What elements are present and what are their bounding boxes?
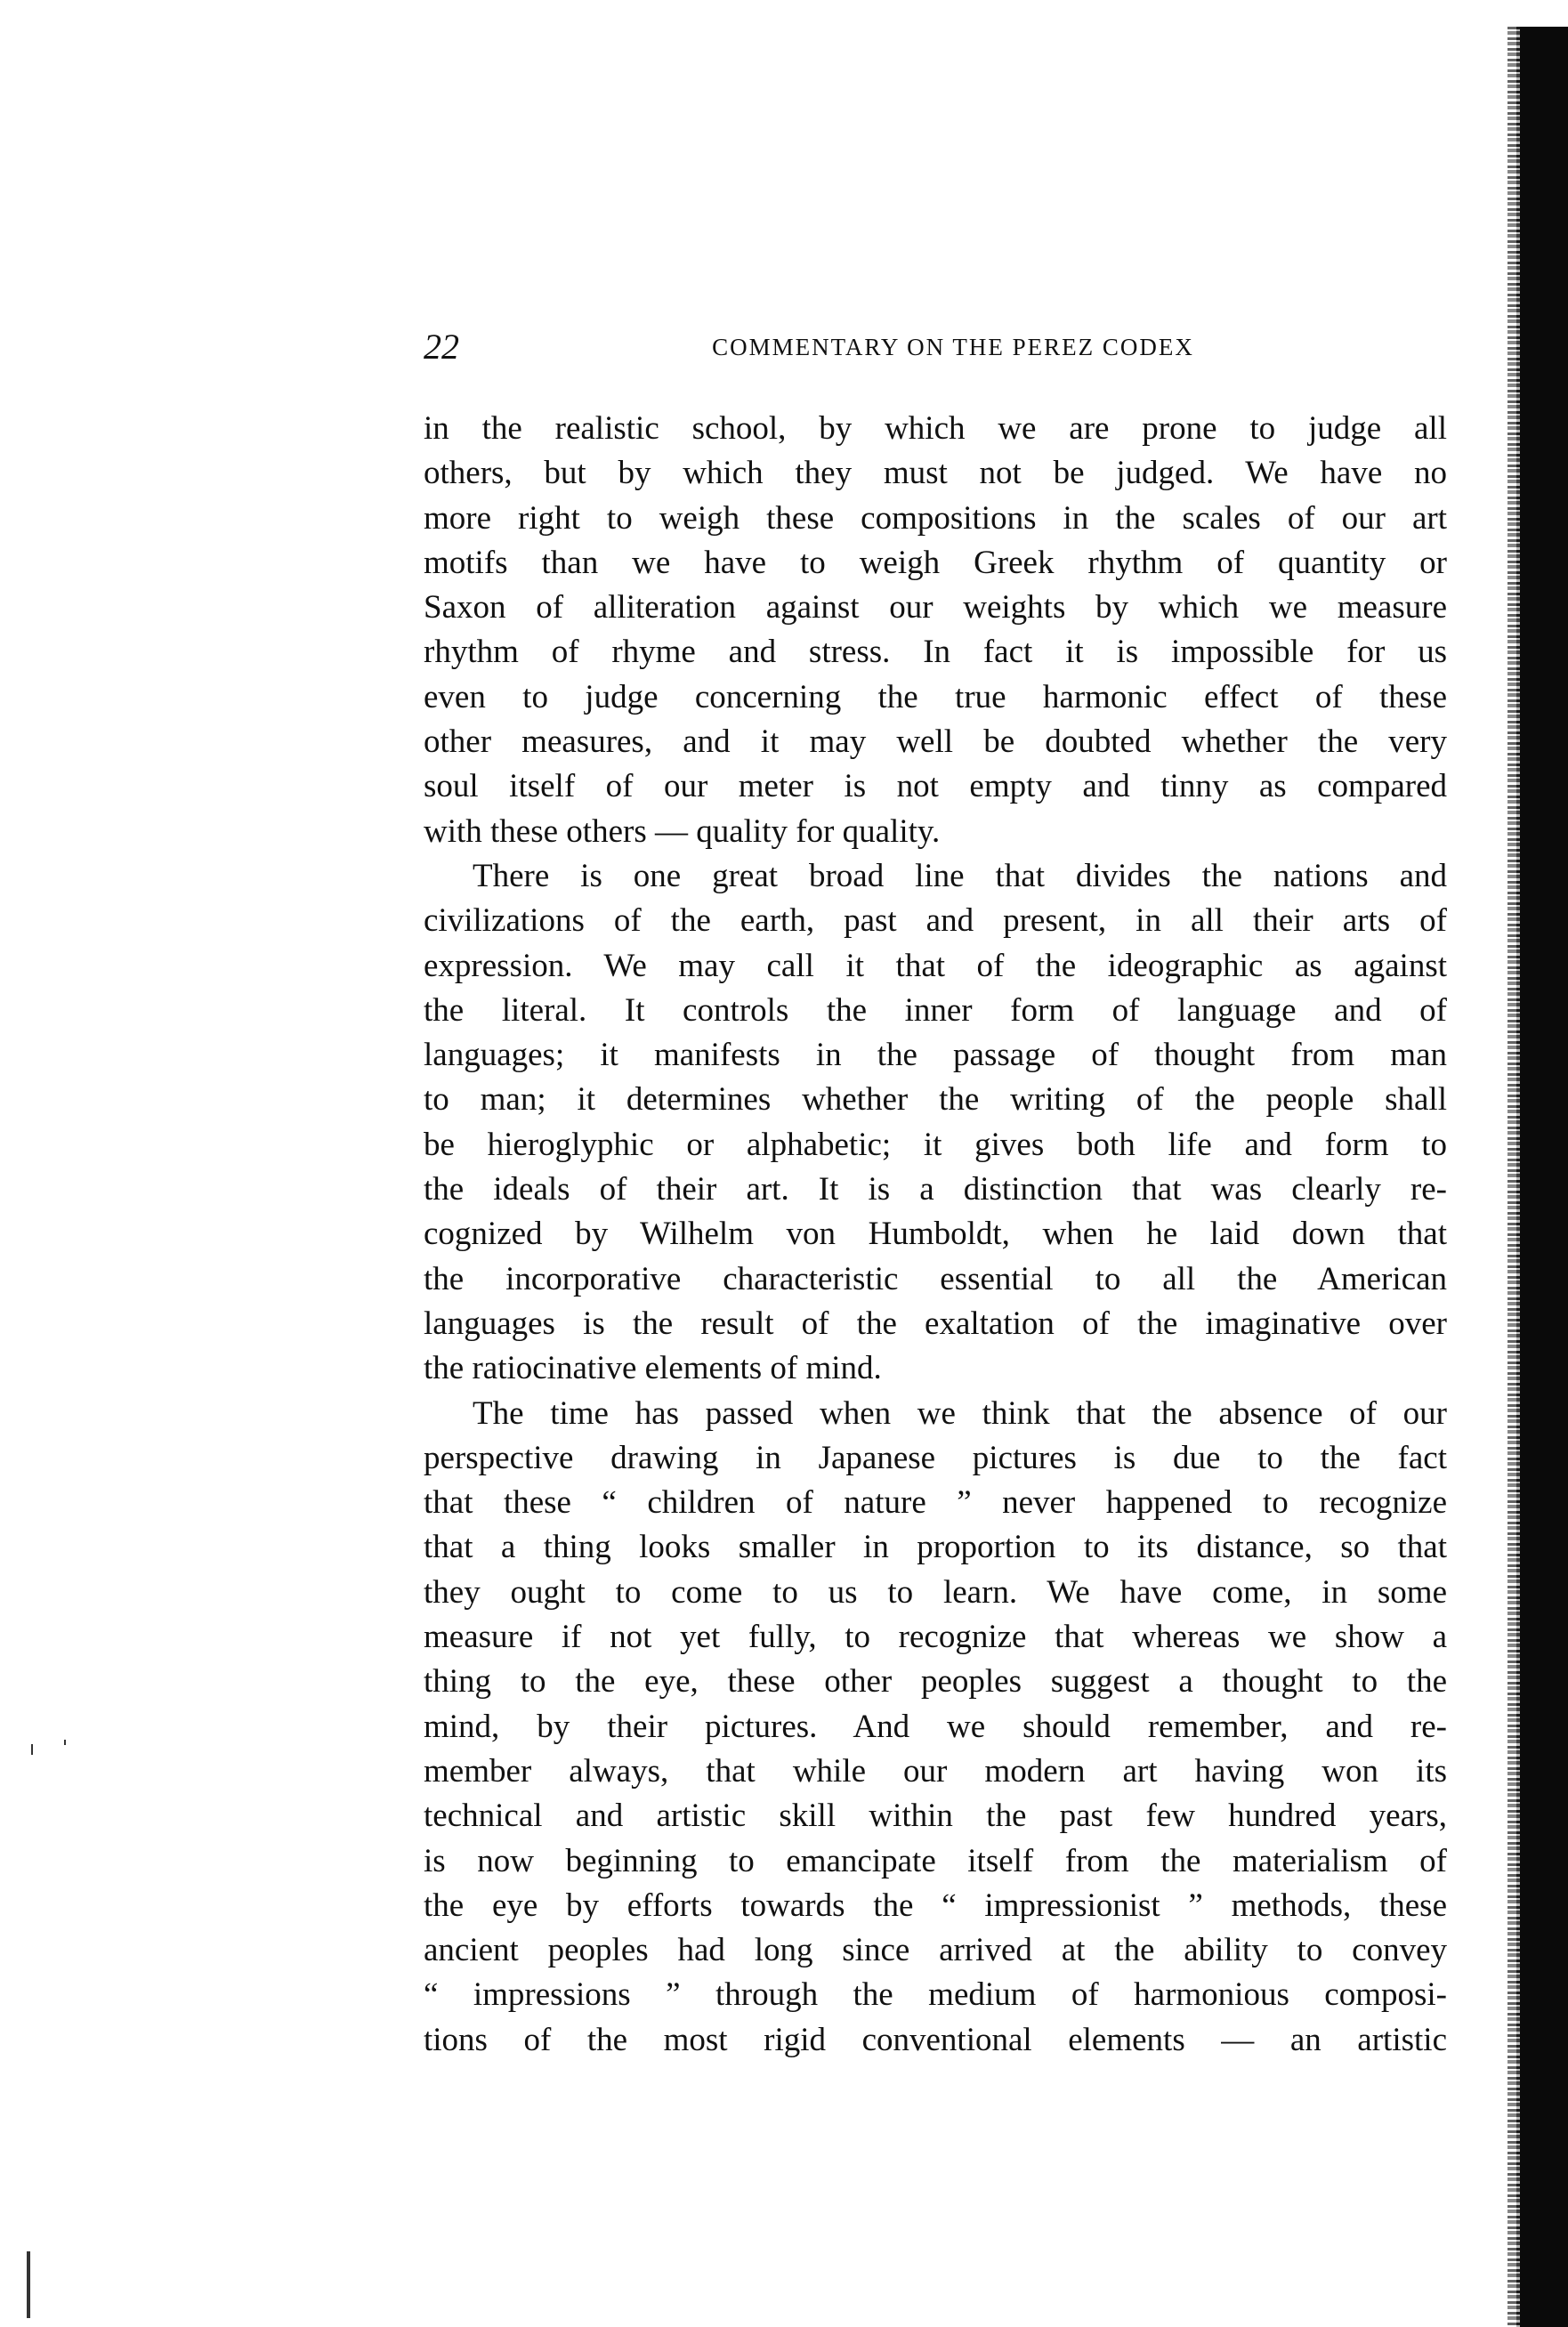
text-line: cognized by Wilhelm von Humboldt, when he laid down that xyxy=(424,1216,1447,1253)
text-line: technical and artistic skill within the past few hundred years, xyxy=(424,1798,1447,1835)
scan-mark xyxy=(27,2251,30,2318)
text-line: soul itself of our meter is not empty and tinny as compared xyxy=(424,768,1447,805)
text-line: more right to weigh these compositions in the scales of our art xyxy=(424,499,1447,537)
text-line: Saxon of alliteration against our weights by which we measure xyxy=(424,589,1447,626)
text-line: to man; it determines whether the writing of the people shall xyxy=(424,1081,1447,1119)
text-line: the ideals of their art. It is a distinction that was clearly re- xyxy=(424,1171,1447,1208)
text-line: perspective drawing in Japanese pictures is due to the fact xyxy=(424,1439,1447,1476)
text-line: the ratiocinative elements of mind. xyxy=(424,1350,882,1387)
text-line: with these others — quality for quality. xyxy=(424,812,941,850)
text-line: motifs than we have to weigh Greek rhythm of quantity or xyxy=(424,544,1447,581)
text-line: tions of the most rigid conventional elements — an artistic xyxy=(424,2021,1447,2058)
text-line: even to judge concerning the true harmonic effect of these xyxy=(424,678,1447,715)
text-line: “ impressions ” through the medium of harmonious composi- xyxy=(424,1976,1447,2014)
text-line: civilizations of the earth, past and present, in all their arts of xyxy=(424,902,1447,940)
text-line: member always, that while our modern art having won its xyxy=(424,1752,1447,1790)
text-line: that these “ children of nature ” never happened to recognize xyxy=(424,1484,1447,1522)
text-line: rhythm of rhyme and stress. In fact it is impossible for us xyxy=(424,634,1447,671)
text-line: The time has passed when we think that the absence of our xyxy=(473,1394,1447,1432)
running-header xyxy=(424,327,1447,367)
text-line: expression. We may call it that of the ideographic as against xyxy=(424,947,1447,984)
text-line: ancient peoples had long since arrived at the ability to convey xyxy=(424,1932,1447,1969)
text-line: mind, by their pictures. And we should remember, and re- xyxy=(424,1708,1447,1745)
text-line: the literal. It controls the inner form of language and of xyxy=(424,991,1447,1029)
scan-mark xyxy=(31,1744,33,1755)
text-line: others, but by which they must not be judged. We have no xyxy=(424,455,1447,492)
text-line: the incorporative characteristic essential to all the American xyxy=(424,1260,1447,1297)
text-line: measure if not yet fully, to recognize that whereas we show a xyxy=(424,1619,1447,1656)
page-binding-edge xyxy=(1516,27,1568,2327)
text-line: languages; it manifests in the passage of thought from man xyxy=(424,1037,1447,1074)
body-text xyxy=(424,407,1447,2063)
text-line: that a thing looks smaller in proportion to its distance, so that xyxy=(424,1529,1447,1566)
text-line: other measures, and it may well be doubted whether the very xyxy=(424,723,1447,761)
text-line: thing to the eye, these other peoples suggest a thought to the xyxy=(424,1663,1447,1701)
page-number: 22 xyxy=(424,327,459,367)
text-line: in the realistic school, by which we are prone to judge all xyxy=(424,410,1447,447)
running-title: COMMENTARY ON THE PEREZ CODEX xyxy=(712,334,1194,360)
scan-mark xyxy=(64,1740,66,1745)
text-line: they ought to come to us to learn. We have come, in some xyxy=(424,1573,1447,1611)
text-line: the eye by efforts towards the “ impressionist ” methods, these xyxy=(424,1887,1447,1924)
text-line: be hieroglyphic or alphabetic; it gives both life and form to xyxy=(424,1126,1447,1163)
text-line: is now beginning to emancipate itself from the materialism of xyxy=(424,1842,1447,1879)
text-line: There is one great broad line that divides the nations and xyxy=(473,857,1447,894)
text-line: languages is the result of the exaltation of the imaginative over xyxy=(424,1305,1447,1342)
